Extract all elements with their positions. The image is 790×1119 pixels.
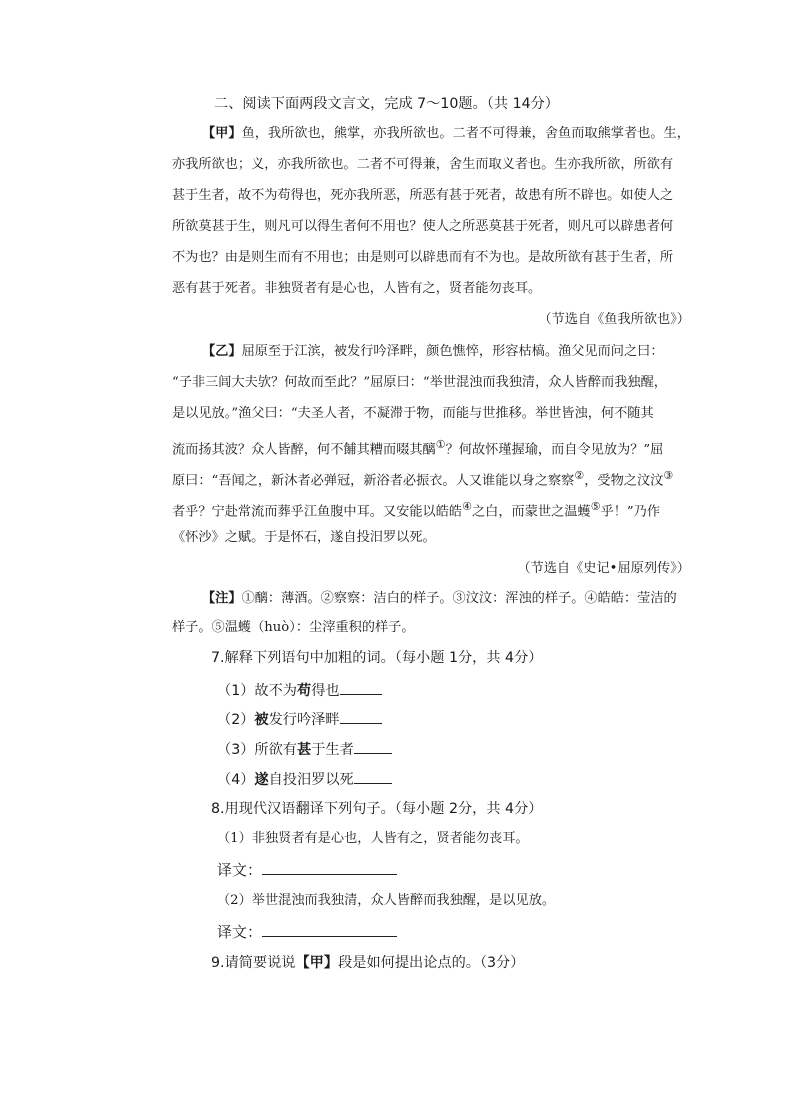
question-7-item-2: （2）被发行吟泽畔 bbox=[217, 709, 382, 730]
passage-yi-line-1: 【乙】屈原至于江滨，被发行吟泽畔，颜色憔悴，形容枯槁。渔父见而问之曰： bbox=[202, 344, 664, 359]
answer-blank[interactable] bbox=[354, 769, 392, 784]
passage-jia-line-4: 所欲莫甚于生，则凡可以得生者何不用也？使人之所恶莫甚于死者，则凡可以辟患者何 bbox=[172, 219, 674, 234]
answer-line[interactable] bbox=[262, 860, 397, 875]
question-7-item-3: （3）所欲有甚于生者 bbox=[217, 739, 392, 760]
question-8-sentence-2: （2）举世混浊而我独清，众人皆醉而我独醒，是以见放。 bbox=[217, 893, 556, 908]
question-9-stem: 9.请简要说说【甲】段是如何提出论点的。（3分） bbox=[211, 955, 525, 971]
passage-yi-source: （节选自《史记•屈原列传》） bbox=[517, 561, 690, 576]
passage-jia-line-1: 【甲】鱼，我所欲也，熊掌，亦我所欲也。二者不可得兼，舍鱼而取熊掌者也。生， bbox=[202, 126, 690, 141]
section-title: 二、阅读下面两段文言文，完成 7～10题。（共 14分） bbox=[214, 96, 559, 112]
answer-blank[interactable] bbox=[340, 680, 382, 695]
passage-jia-source: （节选自《鱼我所欲也》） bbox=[538, 312, 690, 327]
question-8-answer-2: 译文： bbox=[217, 922, 397, 942]
question-8-sentence-1: （1）非独贤者有是心也，人皆有之，贤者能勿丧耳。 bbox=[217, 831, 529, 846]
passage-jia-line-3: 甚于生者，故不为苟得也，死亦我所恶，所恶有甚于死者，故患有所不辟也。如使人之 bbox=[172, 188, 674, 203]
passage-yi-line-4: 流而扬其波？众人皆醉，何不餔其糟而啜其醨①？何故怀瑾握瑜，而自令见放为？”屈 bbox=[172, 438, 664, 458]
question-8-stem: 8.用现代汉语翻译下列句子。（每小题 2分，共 4分） bbox=[211, 801, 543, 817]
answer-blank[interactable] bbox=[340, 709, 382, 724]
passage-jia-line-2: 亦我所欲也；义，亦我所欲也。二者不可得兼，舍生而取义者也。生亦我所欲，所欲有 bbox=[172, 157, 674, 172]
passage-jia-line-6: 恶有甚于死者。非独贤者有是心也，人皆有之，贤者能勿丧耳。 bbox=[172, 281, 542, 296]
notes-line-1: 【注】①醨：薄酒。②察察：洁白的样子。③汶汶：浑浊的样子。④皓皓：莹洁的 bbox=[202, 591, 677, 606]
question-7-item-1: （1）故不为苟得也 bbox=[217, 680, 382, 701]
passage-yi-line-6: 者乎？宁赴常流而葬乎江鱼腹中耳。又安能以皓皓④之白，而蒙世之温蠖⑤乎！”乃作 bbox=[172, 500, 661, 520]
notes-marker: 【注】 bbox=[202, 591, 242, 606]
passage-yi-line-2: “子非三闾大夫欤？何故而至此？”屈原曰：“举世混浊而我独清，众人皆醉而我独醒， bbox=[172, 375, 667, 390]
passage-yi-marker: 【乙】 bbox=[202, 344, 242, 359]
passage-yi-line-5: 原曰：“吾闻之，新沐者必弹冠，新浴者必振衣。人又谁能以身之察察②，受物之汶汶③ bbox=[172, 469, 674, 489]
question-7-stem: 7.解释下列语句中加粗的词。（每小题 1分，共 4分） bbox=[211, 650, 543, 666]
answer-blank[interactable] bbox=[354, 739, 392, 754]
answer-line[interactable] bbox=[262, 922, 397, 937]
passage-yi-line-3: 是以见放。”渔父曰：“夫圣人者，不凝滞于物，而能与世推移。举世皆浊，何不随其 bbox=[172, 406, 654, 421]
passage-jia-line-5: 不为也？由是则生而有不用也；由是则可以辟患而有不为也。是故所欲有甚于生者，所 bbox=[172, 250, 674, 265]
notes-line-2: 样子。⑤温蠖（huò）：尘滓重积的样子。 bbox=[172, 620, 415, 635]
question-8-answer-1: 译文： bbox=[217, 860, 397, 880]
passage-yi-line-7: 《怀沙》之赋。于是怀石，遂自投汨罗以死。 bbox=[172, 530, 436, 545]
passage-jia-marker: 【甲】 bbox=[202, 126, 242, 141]
question-7-item-4: （4）遂自投汨罗以死 bbox=[217, 769, 392, 790]
